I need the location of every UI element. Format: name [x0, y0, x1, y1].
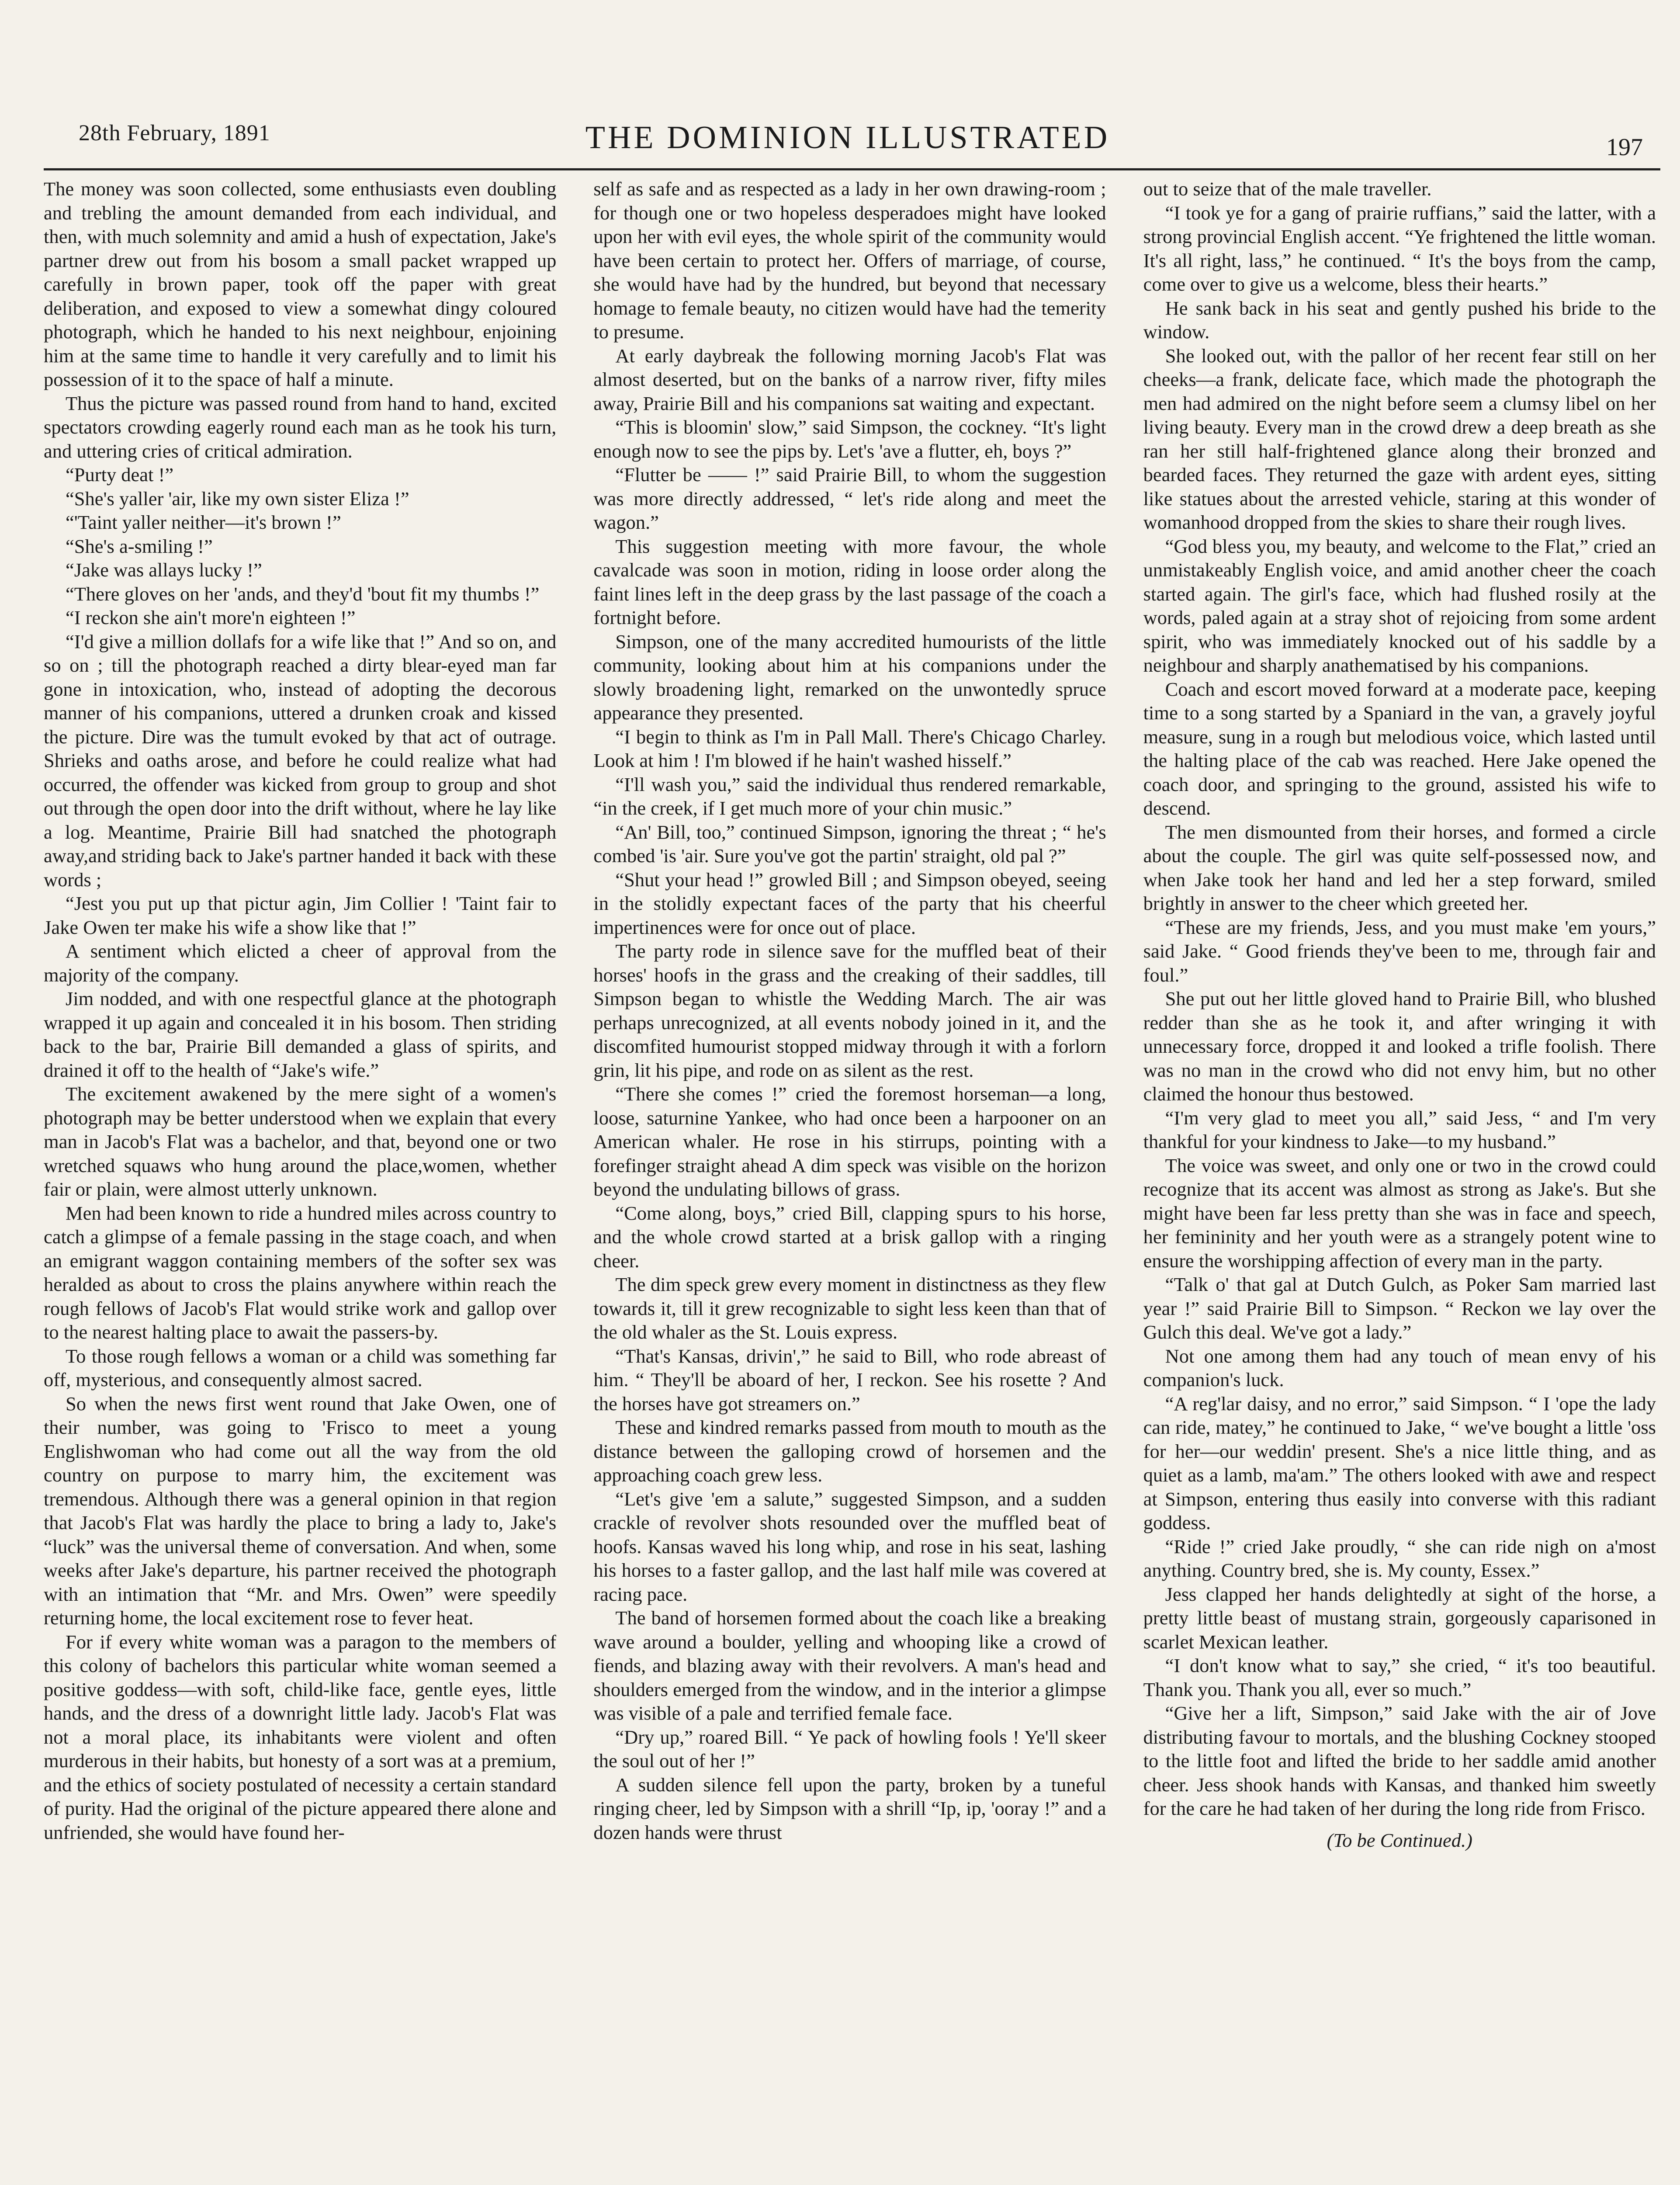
paragraph: “'Taint yaller neither—it's brown !” — [66, 511, 341, 533]
paragraph: These and kindred remarks passed from mouth to mouth as the distance between the galloping crowd of horsemen and the approaching coach grew less. — [593, 1416, 1106, 1486]
paragraph: “Shut your head !” growled Bill ; and Simpson obeyed, seeing in the stolidly expectant faces of the party that his cheerful impertinences were for once out of place. — [593, 868, 1106, 938]
paragraph: “I'm very glad to meet you all,” said Jess, “ and I'm very thankful for your kindness to Jake—to my husband.” — [1143, 1106, 1656, 1152]
publication-title: THE DOMINION ILLUSTRATED — [585, 120, 1110, 156]
paragraph: “Jest you put up that pictur agin, Jim Collier ! 'Taint fair to Jake Owen ter make his wife a show like that !” — [44, 892, 557, 938]
paragraph: Simpson, one of the many accredited humourists of the little community, looking about him at his companions under the slowly broadening light, remarked on the unwontedly spruce appearance they presented. — [593, 630, 1106, 724]
paragraph: “That's Kansas, drivin',” he said to Bill, who rode abreast of him. “ They'll be aboard of her, I reckon. See his rosette ? And the horses have got streamers on.” — [593, 1345, 1106, 1415]
page-number: 197 — [1606, 134, 1643, 161]
paragraph: This suggestion meeting with more favour, the whole cavalcade was soon in motion, riding in loose order along the faint lines left in the deep grass by the last passage of the coach a fortnight before. — [593, 535, 1106, 628]
paragraph: “I took ye for a gang of prairie ruffians,” said the latter, with a strong provincial English accent. “Ye frightened the little woman. It's all right, lass,” he continued. “ It's the boys from the camp, come over to give us a welcome, bless their hearts.” — [1143, 201, 1656, 295]
paragraph: “Come along, boys,” cried Bill, clapping spurs to his horse, and the whole crowd started at a brisk gallop with a ringing cheer. — [593, 1202, 1106, 1272]
paragraph: “She's a-smiling !” — [66, 535, 213, 557]
paragraph: “Flutter be —— !” said Prairie Bill, to whom the suggestion was more directly addressed, “ let's ride along and meet the wagon.” — [593, 464, 1106, 533]
paragraph: “Jake was allays lucky !” — [66, 559, 262, 581]
paragraph: A sentiment which elicted a cheer of approval from the majority of the company. — [44, 940, 557, 986]
paragraph: “Let's give 'em a salute,” suggested Simpson, and a sudden crackle of revolver shots resounded over the muffled beat of hoofs. Kansas waved his long whip, and rose in his seat, lashing his horses to a faster gallop, and the last half mile was covered at racing pace. — [593, 1488, 1106, 1605]
paragraph: The men dismounted from their horses, and formed a circle about the couple. The girl was quite self-possessed now, and when Jake took her hand and led her a step forward, smiled brightly in answer to the cheer which greeted her. — [1143, 821, 1656, 914]
text-column-3 — [1143, 177, 1656, 2185]
paragraph: To those rough fellows a woman or a child was something far off, mysterious, and consequently almost sacred. — [44, 1345, 557, 1391]
paragraph: She looked out, with the pallor of her recent fear still on her cheeks—a frank, delicate face, which made the photograph the men had admired on the night before seem a clumsy libel on her living beauty. Every man in the crowd drew a deep breath as she ran her still half-frightened glance along their bronzed and bearded faces. They returned the gaze with ardent eyes, sitting like statues about the arrested vehicle, staring at this wonder of womanhood dropped from the skies to share their rough lives. — [1143, 344, 1656, 533]
paragraph: “Give her a lift, Simpson,” said Jake with the air of Jove distributing favour to mortals, and the blushing Cockney stooped to the little foot and lifted the bride to her saddle amid another cheer. Jess shook hands with Kansas, and thanked him sweetly for the care he had taken of her during the long ride from Frisco. — [1143, 1702, 1656, 1819]
paragraph: “I don't know what to say,” she cried, “ it's too beautiful. Thank you. Thank you all, ever so much.” — [1143, 1654, 1656, 1700]
paragraph: A sudden silence fell upon the party, broken by a tuneful ringing cheer, led by Simpson with a shrill “Ip, ip, 'ooray !” and a dozen hands were thrust — [593, 1773, 1106, 1843]
paragraph: “Dry up,” roared Bill. “ Ye pack of howling fools ! Ye'll skeer the soul out of her !” — [593, 1726, 1106, 1772]
paragraph: out to seize that of the male traveller. — [1143, 178, 1432, 200]
to-be-continued-note: (To be Continued.) — [1327, 1829, 1472, 1851]
paragraph: “This is bloomin' slow,” said Simpson, the cockney. “It's light enough now to see the pips by. Let's 'ave a flutter, eh, boys ?” — [593, 416, 1106, 462]
article-columns — [44, 177, 1656, 2185]
paragraph: For if every white woman was a paragon to the members of this colony of bachelors this particular white woman seemed a positive goddess—with soft, child-like face, gentle eyes, little hands, and the dress of a downright little lady. Jacob's Flat was not a moral place, its inhabitants were violent and often murderous in their habits, but honesty of a sort was at a premium, and the ethics of society postulated of necessity a certain standard of purity. Had the original of the picture appeared there alone and unfriended, she would have found her- — [44, 1630, 557, 1843]
page-header — [39, 103, 1656, 160]
paragraph: “God bless you, my beauty, and welcome to the Flat,” cried an unmistakeably English voice, and amid another cheer the coach started again. The girl's face, which had flushed rosily at the words, paled again at a stray shot of rejoicing from some ardent spirit, who was immediately knocked out of his saddle by a neighbour and sharply anathematised by his companions. — [1143, 535, 1656, 676]
paragraph: “Talk o' that gal at Dutch Gulch, as Poker Sam married last year !” said Prairie Bill to Simpson. “ Reckon we lay over the Gulch this deal. We've got a lady.” — [1143, 1273, 1656, 1343]
paragraph: At early daybreak the following morning Jacob's Flat was almost deserted, but on the banks of a narrow river, fifty miles away, Prairie Bill and his companions sat waiting and expectant. — [593, 344, 1106, 414]
paragraph: The band of horsemen formed about the coach like a breaking wave around a boulder, yelling and whooping like a crowd of fiends, and blazing away with their revolvers. A man's head and shoulders emerged from the window, and in the interior a glimpse was visible of a pale and terrified female face. — [593, 1607, 1106, 1724]
paragraph: Not one among them had any touch of mean envy of his companion's luck. — [1143, 1345, 1656, 1391]
paragraph: She put out her little gloved hand to Prairie Bill, who blushed redder than she as he took it, and after wringing it with unnecessary force, dropped it and looked a trifle foolish. There was no man in the crowd who did not envy him, but no other claimed the honour thus bestowed. — [1143, 988, 1656, 1105]
paragraph: The dim speck grew every moment in distinctness as they flew towards it, till it grew recognizable to sight less keen than that of the old whaler as the St. Louis express. — [593, 1273, 1106, 1343]
paragraph: “I reckon she ain't more'n eighteen !” — [66, 607, 356, 628]
paragraph: “An' Bill, too,” continued Simpson, ignoring the threat ; “ he's combed 'is 'air. Sure you've got the partin' straight, old pal ?” — [593, 821, 1106, 867]
paragraph: Men had been known to ride a hundred miles across country to catch a glimpse of a female passing in the stage coach, and when an emigrant waggon containing members of the softer sex was heralded as about to cross the plains anywhere within reach the rough fellows of Jacob's Flat would strike work and gallop over to the nearest halting place to await the passers-by. — [44, 1202, 557, 1343]
paragraph: “I begin to think as I'm in Pall Mall. There's Chicago Charley. Look at him ! I'm blowed if he hain't washed hisself.” — [593, 725, 1106, 771]
paragraph: He sank back in his seat and gently pushed his bride to the window. — [1143, 297, 1656, 343]
header-rule — [44, 168, 1660, 170]
paragraph: “She's yaller 'air, like my own sister Eliza !” — [66, 487, 409, 510]
paragraph: The party rode in silence save for the muffled beat of their horses' hoofs in the grass and the creaking of their saddles, till Simpson began to whistle the Wedding March. The air was perhaps unrecognized, at all events nobody joined in it, and the discomfited humourist stopped midway through it with a forlorn grin, lit his pipe, and rode on as silent as the rest. — [593, 940, 1106, 1081]
paragraph: “Purty deat !” — [66, 464, 174, 486]
paragraph: The excitement awakened by the mere sight of a women's photograph may be better understood when we explain that every man in Jacob's Flat was a bachelor, and that, beyond one or two wretched squaws who hung around the place,women, whether fair or plain, were almost utterly unknown. — [44, 1083, 557, 1200]
paragraph: “There gloves on her 'ands, and they'd 'bout fit my thumbs !” — [66, 583, 540, 605]
paragraph: “There she comes !” cried the foremost horseman—a long, loose, saturnine Yankee, who had once been a harpooner on an American whaler. He rose in his stirrups, pointing with a forefinger straight ahead A dim speck was visible on the horizon beyond the undulating billows of grass. — [593, 1083, 1106, 1200]
paragraph: Coach and escort moved forward at a moderate pace, keeping time to a song started by a Spaniard in the van, a gravely joyful measure, sung in a rough but melodious voice, which lasted until the halting place of the cab was reached. Here Jake opened the coach door, and springing to the ground, assisted his wife to descend. — [1143, 678, 1656, 819]
paragraph: The voice was sweet, and only one or two in the crowd could recognize that its accent was almost as strong as Jake's. But she might have been far less pretty than she was in face and speech, her femininity and her youth were as a strangely potent wine to ensure the worshipping affection of every man in the party. — [1143, 1154, 1656, 1272]
text-column-1 — [44, 177, 556, 2185]
paragraph: Jim nodded, and with one respectful glance at the photograph wrapped it up again and concealed it in his bosom. Then striding back to the bar, Prairie Bill demanded a glass of spirits, and drained it off to the health of “Jake's wife.” — [44, 988, 557, 1081]
paragraph: self as safe and as respected as a lady in her own drawing-room ; for though one or two hopeless desperadoes might have looked upon her with evil eyes, the whole spirit of the community would have been certain to protect her. Offers of marriage, of course, she would have had by the hundred, but beyond that necessary homage to female beauty, no citizen would have had the temerity to presume. — [593, 178, 1106, 343]
paragraph: So when the news first went round that Jake Owen, one of their number, was going to 'Frisco to meet a young Englishwoman who had come out all the way from the old country on purpose to marry him, the excitement was tremendous. Although there was a general opinion in that region that Jacob's Flat was hardly the place to bring a lady to, Jake's “luck” was the universal theme of conversation. And when, some weeks after Jake's departure, his partner received the photograph with an intimation that “Mr. and Mrs. Owen” were speedily returning home, the local excitement rose to fever heat. — [44, 1392, 557, 1629]
paragraph: Jess clapped her hands delightedly at sight of the horse, a pretty little beast of mustang strain, gorgeously caparisoned in scarlet Mexican leather. — [1143, 1583, 1656, 1653]
paragraph: The money was soon collected, some enthusiasts even doubling and trebling the amount demanded from each individual, and then, with much solemnity and amid a hush of expectation, Jake's partner drew out from his bosom a small packet wrapped up carefully in brown paper, took off the paper with great deliberation, and exposed to view a somewhat dingy coloured photograph, which he handed to his next neighbour, enjoining him at the same time to handle it very carefully and to limit his possession of it to the space of half a minute. — [44, 178, 557, 390]
issue-date: 28th February, 1891 — [79, 121, 270, 146]
paragraph: “I'd give a million dollafs for a wife like that !” And so on, and so on ; till the photograph reached a dirty blear-eyed man far gone in intoxication, who, instead of adopting the decorous manner of his companions, uttered a drunken croak and kissed the picture. Dire was the tumult evoked by that act of outrage. Shrieks and oaths arose, and before he could realize what had occurred, the offender was kicked from group to group and shot out through the open door into the drift without, where he lay like a log. Meantime, Prairie Bill had snatched the photograph away,and striding back to Jake's partner handed it back with these words ; — [44, 630, 557, 891]
paragraph: “I'll wash you,” said the individual thus rendered remarkable, “in the creek, if I get much more of your chin music.” — [593, 773, 1106, 819]
paragraph: “Ride !” cried Jake proudly, “ she can ride nigh on a'most anything. Country bred, she is. My county, Essex.” — [1143, 1535, 1656, 1581]
paragraph: Thus the picture was passed round from hand to hand, excited spectators crowding eagerly round each man as he took his turn, and uttering cries of critical admiration. — [44, 392, 557, 462]
paragraph: “These are my friends, Jess, and you must make 'em yours,” said Jake. “ Good friends they've been to me, through fair and foul.” — [1143, 916, 1656, 986]
text-column-2 — [593, 177, 1106, 2185]
paragraph: “A reg'lar daisy, and no error,” said Simpson. “ I 'ope the lady can ride, matey,” he continued to Jake, “ we've bought a little 'oss for her—our weddin' present. She's a nice little thing, and as quiet as a lamb, ma'am.” The others looked with awe and respect at Simpson, entering thus easily into converse with this radiant goddess. — [1143, 1392, 1656, 1533]
